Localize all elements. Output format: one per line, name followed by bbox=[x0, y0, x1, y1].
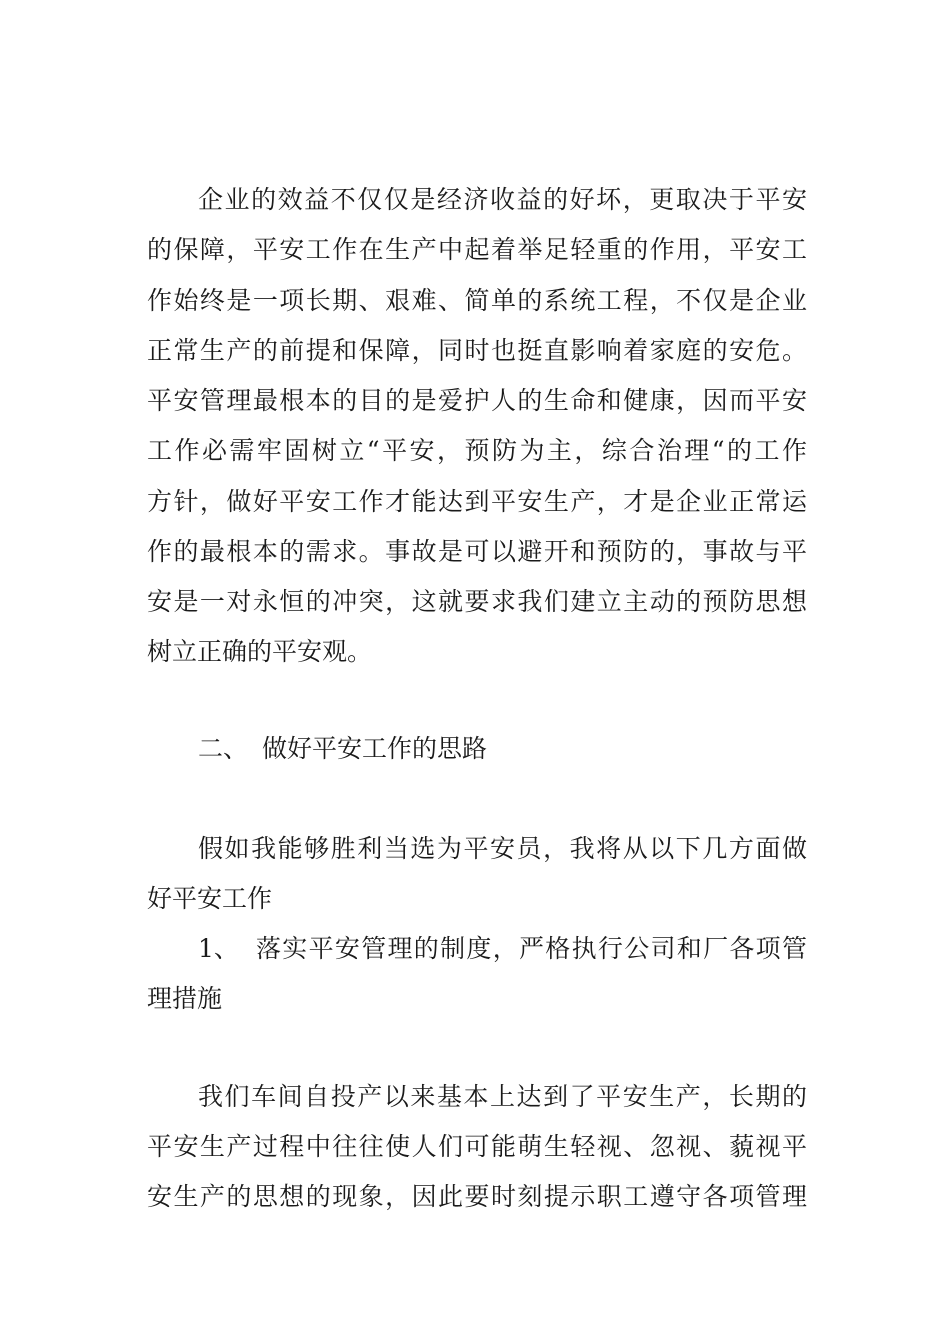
paragraph-line: 我们车间自投产以来基本上达到了平安生产，长期的 bbox=[198, 1082, 807, 1111]
paragraph-line: 作的最根本的需求。事故是可以避开和预防的，事故与平 bbox=[147, 537, 807, 566]
paragraph-line: 企业的效益不仅仅是经济收益的好坏，更取决于平安 bbox=[198, 185, 807, 214]
paragraph-line: 假如我能够胜利当选为平安员，我将从以下几方面做 bbox=[198, 834, 807, 863]
paragraph-line: 方针，做好平安工作才能达到平安生产，才是企业正常运 bbox=[147, 487, 807, 516]
list-item-number: 1、 bbox=[198, 934, 239, 963]
section-number: 二、 bbox=[198, 734, 249, 763]
paragraph-line: 的保障，平安工作在生产中起着举足轻重的作用，平安工 bbox=[147, 235, 807, 264]
section-title: 做好平安工作的思路 bbox=[262, 734, 488, 763]
paragraph-line: 平安管理最根本的目的是爱护人的生命和健康，因而平安 bbox=[147, 386, 807, 415]
paragraph-line: 正常生产的前提和保障，同时也挺直影响着家庭的安危。 bbox=[147, 336, 807, 365]
paragraph-line: 好平安工作 bbox=[147, 884, 273, 913]
paragraph-line: 理措施 bbox=[147, 984, 223, 1013]
paragraph-line: 安生产的思想的现象，因此要时刻提示职工遵守各项管理 bbox=[147, 1182, 807, 1211]
section-heading bbox=[198, 729, 487, 769]
list-item-first-line bbox=[198, 929, 807, 969]
paragraph-line: 平安生产过程中往往使人们可能萌生轻视、忽视、藐视平 bbox=[147, 1132, 807, 1161]
paragraph-line: 安是一对永恒的冲突，这就要求我们建立主动的预防思想 bbox=[147, 587, 807, 616]
paragraph-line: 工作必需牢固树立“平安，预防为主，综合治理“的工作 bbox=[147, 436, 807, 465]
paragraph-line: 树立正确的平安观。 bbox=[147, 637, 373, 666]
list-item-text: 落实平安管理的制度，严格执行公司和厂各项管 bbox=[256, 934, 807, 963]
paragraph-line: 作始终是一项长期、艰难、简单的系统工程，不仅是企业 bbox=[147, 286, 807, 315]
